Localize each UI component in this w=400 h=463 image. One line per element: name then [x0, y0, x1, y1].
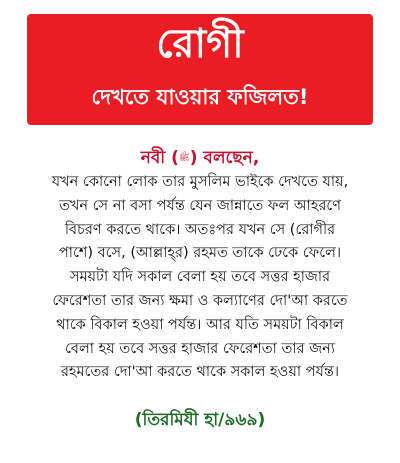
banner-title: রোগী: [156, 21, 244, 67]
speaker-heading: [0, 146, 400, 170]
speaker-prefix: নবী (: [140, 148, 179, 168]
hadith-line: তখন সে না বসা পর্যন্ত যেন জান্নাতে ফল আহরণে: [58, 197, 342, 214]
hadith-line: বেলা হয় তবে সত্তর হাজার ফেরেশতা তার জন্য: [65, 340, 335, 357]
hadith-line: সময়টা যদি সকাল বেলা হয় তবে সত্তর হাজার: [69, 269, 331, 286]
hadith-text: [8, 171, 392, 385]
hadith-line: পাশে) বসে, (আল্লাহ্‌র) রহমত তাকে ঢেকে ফেলে।: [58, 245, 342, 262]
hadith-line: রহমতের দো'আ করতে থাকে সকাল হওয়া পর্যন্ত।: [60, 364, 340, 381]
title-banner: [27, 14, 373, 125]
hadith-line: ফেরেশতা তার জন্য ক্ষমা ও কল্যাণের দো'আ করতে: [52, 292, 348, 309]
speaker-suffix: ) বলছেন,: [189, 148, 260, 168]
banner-subtitle: দেখতে যাওয়ার ফজিলত!: [91, 85, 309, 109]
salawat-honorific: ﷺ: [178, 153, 190, 163]
hadith-line: থাকে বিকাল হওয়া পর্যন্ত। আর যতি সময়টা বিকাল: [56, 316, 344, 333]
hadith-line: বিচরণ করতে থাকে। অতঃপর যখন সে (রোগীর: [64, 221, 336, 238]
hadith-reference: (তিরমিযী হা/৯৬৯): [134, 410, 266, 430]
hadith-line: যখন কোনো লোক তার মুসলিম ভাইকে দেখতে যায়,: [51, 174, 349, 190]
